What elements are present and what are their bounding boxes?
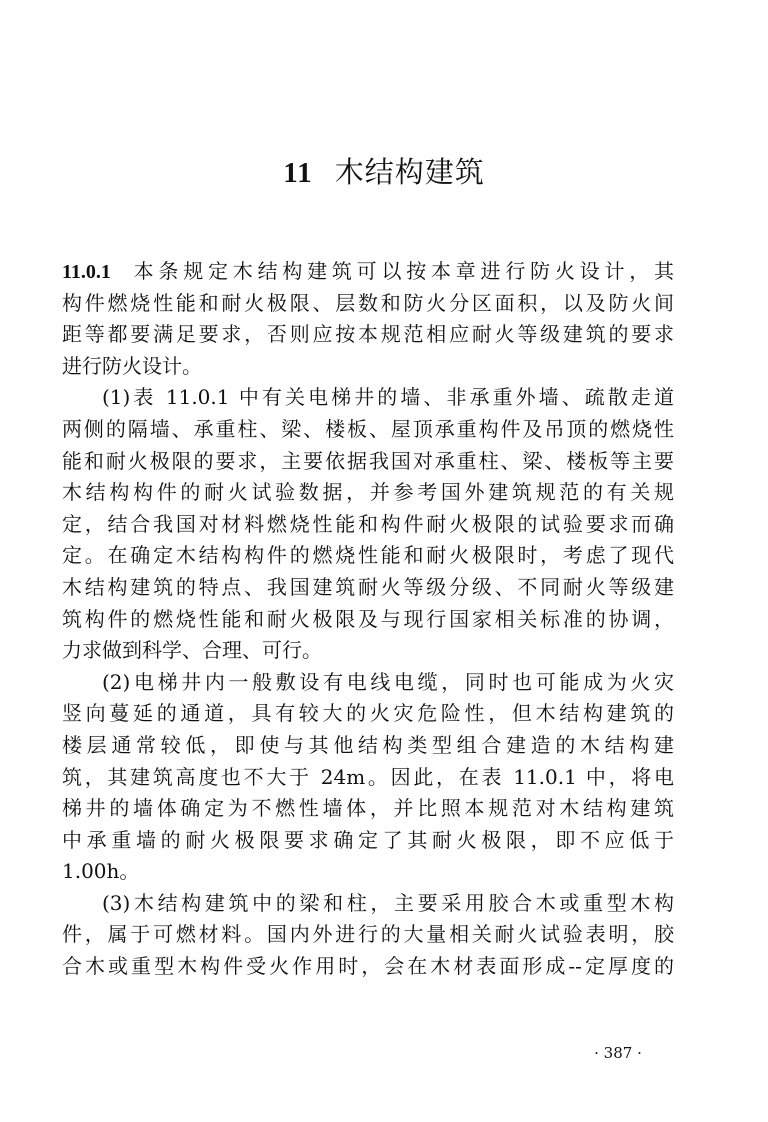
- text-line: 11.0.1 本条规定木结构建筑可以按本章进行防火设计，其: [62, 259, 674, 283]
- text-line: 件，属于可燃材料。国内外进行的大量相关耐火试验表明，胶: [62, 922, 674, 947]
- text-line: 合木或重型木构件受火作用时，会在木材表面形成--定厚度的: [62, 954, 674, 979]
- text-line: 梯井的墙体确定为不燃性墙体，并比照本规范对木结构建筑: [62, 796, 674, 821]
- text-line: 力求做到科学、合理、可行。: [62, 638, 322, 663]
- text-line: 距等都要满足要求，否则应按本规范相应耐火等级建筑的要求: [62, 322, 674, 347]
- text-line: 1.00h。: [62, 859, 140, 884]
- body-text: [62, 256, 674, 983]
- text-line: 定，结合我国对材料燃烧性能和构件耐火极限的试验要求而确: [62, 511, 674, 536]
- text-line: 竖向蔓延的通道，具有较大的火灾危险性，但木结构建筑的: [62, 701, 674, 726]
- page-number: · 387 ·: [594, 1044, 642, 1062]
- text-line: 两侧的隔墙、承重柱、梁、楼板、屋顶承重构件及吊顶的燃烧性: [62, 416, 674, 441]
- text-line: 定。在确定木结构构件的燃烧性能和耐火极限时，考虑了现代: [62, 543, 674, 568]
- text-line: 中承重墙的耐火极限要求确定了其耐火极限，即不应低于: [62, 827, 674, 852]
- chapter-heading: [0, 150, 768, 191]
- text-line: 进行防火设计。: [62, 353, 202, 378]
- text-line: 楼层通常较低，即使与其他结构类型组合建造的木结构建: [62, 732, 674, 757]
- text-line: 木结构建筑的特点、我国建筑耐火等级分级、不同耐火等级建: [62, 574, 674, 599]
- chapter-title: 木结构建筑: [334, 155, 485, 189]
- section-number: 11.0.1: [62, 261, 111, 283]
- text-line: (2)电梯井内一般敷设有电线电缆，同时也可能成为火灾: [102, 669, 674, 694]
- chapter-number: 11: [283, 157, 313, 189]
- text-line: 能和耐火极限的要求，主要依据我国对承重柱、梁、楼板等主要: [62, 448, 674, 473]
- text-line: 筑，其建筑高度也不大于 24m。因此，在表 11.0.1 中，将电: [62, 764, 674, 789]
- text-line: (1)表 11.0.1 中有关电梯井的墙、非承重外墙、疏散走道: [102, 385, 674, 410]
- text-line: 筑构件的燃烧性能和耐火极限及与现行国家相关标准的协调，: [62, 606, 674, 631]
- text-line: (3)木结构建筑中的梁和柱，主要采用胶合木或重型木构: [102, 890, 674, 915]
- text-line: 木结构构件的耐火试验数据，并参考国外建筑规范的有关规: [62, 480, 674, 505]
- text-line: 构件燃烧性能和耐火极限、层数和防火分区面积，以及防火间: [62, 290, 674, 315]
